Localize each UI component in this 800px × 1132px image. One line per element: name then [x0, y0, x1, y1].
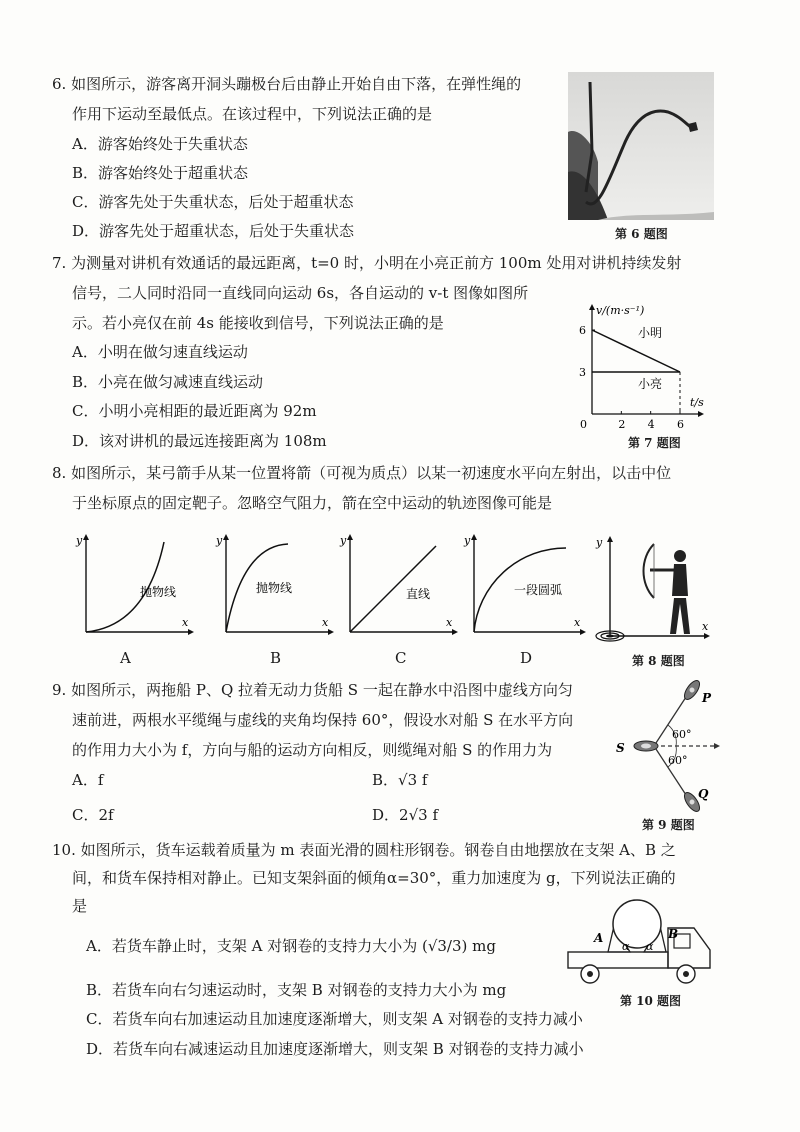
label-p: P	[702, 691, 712, 705]
label-support-a: A	[594, 931, 604, 945]
vt-origin-label: 0	[580, 418, 587, 431]
q6-option-d: D．游客先处于超重状态，后处于失重状态	[72, 222, 355, 240]
q7-figure-caption: 第 7 题图	[628, 436, 681, 450]
angle-top-label: 60°	[672, 728, 692, 741]
q7-option-c: C．小明小亮相距的最近距离为 92m	[72, 402, 317, 420]
curve-label: 抛物线	[140, 585, 177, 599]
q8-graph-d	[464, 534, 588, 640]
q10-stem-line2: 间，和货车保持相对静止。已知支架斜面的倾角α=30°，重力加速度为 g，下列说法正确的	[72, 869, 676, 887]
q6-option-a: A．游客始终处于失重状态	[72, 135, 248, 153]
q7-stem-line2: 信号，二人同时沿同一直线同向运动 6s，各自运动的 v-t 图像如图所	[72, 284, 529, 302]
q6-figure-caption: 第 6 题图	[615, 227, 668, 241]
q9-option-d: D．2√3 f	[372, 806, 438, 824]
q10-stem-line1: 10. 如图所示，货车运载着质量为 m 表面光滑的圆柱形钢卷。钢卷自由地摆放在支架 A、B 之	[52, 841, 676, 859]
q10-option-b: B．若货车向右匀速运动时，支架 B 对钢卷的支持力大小为 mg	[86, 981, 507, 999]
label-support-b: B	[668, 927, 679, 941]
vt-x-tick-label: 6	[677, 418, 684, 431]
ship-s-icon	[634, 741, 658, 751]
q9-option-a: A．f	[72, 771, 104, 789]
q8-option-b-letter: B	[270, 649, 282, 667]
bungee-photo	[568, 72, 714, 220]
x-axis-label: x	[446, 616, 453, 629]
vt-x-tick-label: 2	[618, 418, 626, 431]
vt-series-label-2: 小亮	[638, 377, 663, 391]
q9-figure-caption: 第 9 题图	[642, 818, 695, 832]
vt-y-arrow	[589, 304, 595, 310]
curve-label: 一段圆弧	[514, 583, 563, 597]
x-axis-label: x	[182, 616, 189, 629]
q7-stem-line1: 7. 为测量对讲机有效通话的最远距离，t=0 时，小明在小亮正前方 100m 处用对讲机持续发射	[52, 254, 682, 272]
q6-option-b: B．游客始终处于超重状态	[72, 164, 249, 182]
q6-option-c: C．游客先处于失重状态，后处于超重状态	[72, 193, 354, 211]
q8-option-c-letter: C	[395, 649, 407, 667]
tugboat-diagram	[610, 680, 720, 810]
truck-diagram	[564, 898, 716, 990]
alpha-label-left: α	[622, 940, 630, 953]
y-axis-label: y	[216, 534, 223, 547]
vt-x-axis-label: t/s	[690, 396, 704, 409]
q9-option-b: B．√3 f	[372, 771, 428, 789]
q9-stem-line1: 9. 如图所示，两拖船 P、Q 拉着无动力货船 S 一起在静水中沿图中虚线方向匀	[52, 681, 573, 699]
q9-stem-line3: 的作用力大小为 f，方向与船的运动方向相反，则缆绳对船 S 的作用力为	[72, 741, 553, 759]
label-s: S	[616, 741, 625, 755]
y-axis-label: y	[596, 536, 603, 549]
tugboat-p-icon	[682, 678, 703, 702]
y-axis-label: y	[340, 534, 347, 547]
q7-option-d: D．该对讲机的最远连接距离为 108m	[72, 432, 327, 450]
curve-label: 直线	[406, 587, 431, 601]
vt-x-arrow	[698, 411, 704, 417]
q8-option-d-letter: D	[520, 649, 533, 667]
q10-option-a: A．若货车静止时，支架 A 对钢卷的支持力大小为 (√3/3) mg	[86, 937, 496, 955]
vt-series-line-1	[592, 330, 680, 372]
alpha-label-right: α	[646, 940, 654, 953]
x-axis-label: x	[322, 616, 329, 629]
q9-option-c: C．2f	[72, 806, 114, 824]
y-axis-label: y	[464, 534, 471, 547]
vt-y-tick-label: 6	[579, 324, 586, 337]
q10-stem-line3: 是	[72, 897, 88, 915]
q8-graph-a	[76, 534, 196, 640]
y-axis-label: y	[76, 534, 83, 547]
q7-option-b: B．小亮在做匀减速直线运动	[72, 373, 264, 391]
vt-y-tick-label: 3	[579, 366, 586, 379]
q9-stem-line2: 速前进，两根水平缆绳与虚线的夹角均保持 60°，假设水对船 S 在水平方向	[72, 711, 574, 729]
q10-option-c: C．若货车向右加速运动且加速度逐渐增大，则支架 A 对钢卷的支持力减小	[86, 1010, 583, 1028]
vt-chart-marks	[592, 326, 680, 414]
q8-option-a-letter: A	[120, 649, 131, 667]
archer-figure	[588, 534, 714, 646]
q7-option-a: A．小明在做匀速直线运动	[72, 343, 248, 361]
q8-graph-b	[216, 534, 336, 640]
archer-icon	[644, 544, 691, 634]
q6-stem-line1: 6. 如图所示，游客离开洞头蹦极台后由静止开始自由下落，在弹性绳的	[52, 75, 522, 93]
label-q: Q	[698, 787, 709, 801]
q8-stem-line2: 于坐标原点的固定靶子。忽略空气阻力，箭在空中运动的轨迹图像可能是	[72, 494, 553, 512]
angle-bottom-label: 60°	[668, 754, 688, 767]
q10-figure-caption: 第 10 题图	[620, 994, 682, 1008]
q8-graph-c	[340, 534, 460, 640]
vt-chart-axes	[579, 304, 704, 431]
q8-stem-line1: 8. 如图所示，某弓箭手从某一位置将箭（可视为质点）以某一初速度水平向左射出，以击中位	[52, 464, 672, 482]
q8-figure-caption: 第 8 题图	[632, 654, 685, 668]
q6-stem-line2: 作用下运动至最低点。在该过程中，下列说法正确的是	[72, 105, 433, 123]
q7-stem-line3: 示。若小亮仅在前 4s 能接收到信号，下列说法正确的是	[72, 314, 444, 332]
vt-series-label-1: 小明	[638, 326, 663, 340]
x-axis-label: x	[702, 620, 709, 633]
curve-label: 抛物线	[256, 581, 293, 595]
vt-y-axis-label: v/(m·s⁻¹)	[596, 304, 645, 317]
q10-option-d: D．若货车向右减速运动且加速度逐渐增大，则支架 B 对钢卷的支持力减小	[86, 1040, 584, 1058]
vt-x-tick-label: 4	[647, 418, 655, 431]
vt-chart	[570, 292, 720, 432]
x-axis-label: x	[574, 616, 581, 629]
steel-coil	[613, 900, 661, 948]
